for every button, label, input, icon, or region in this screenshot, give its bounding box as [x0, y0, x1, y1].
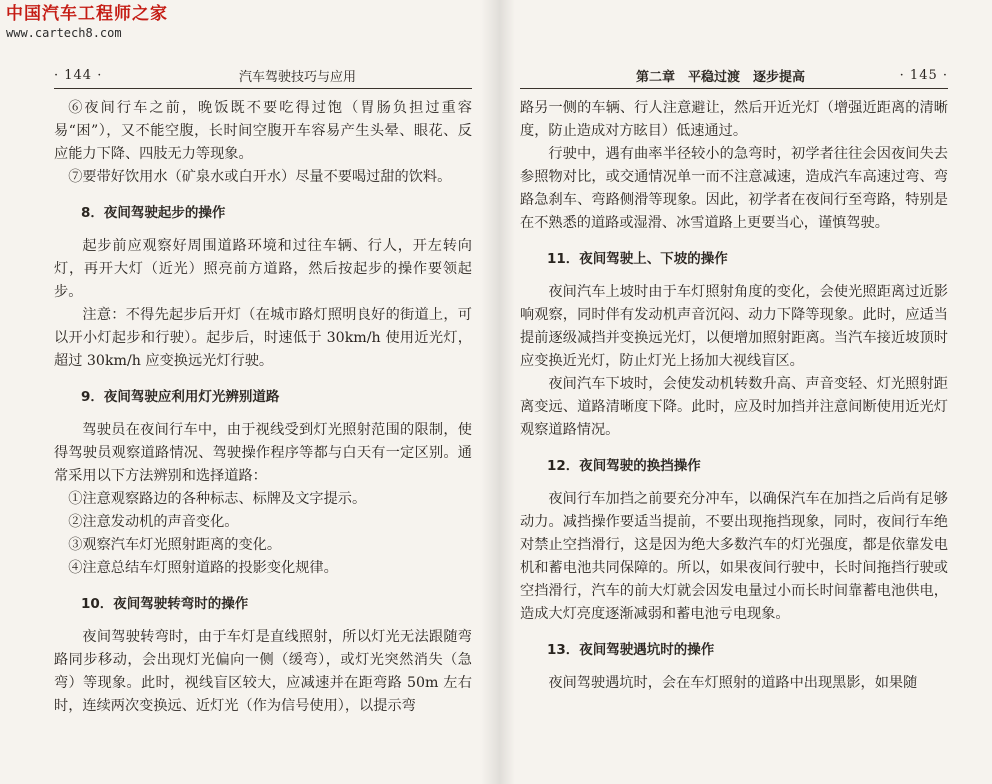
paragraph: 夜间驾驶转弯时，由于车灯是直线照射，所以灯光无法跟随弯路同步移动，会出现灯光偏向一侧（缓弯），或灯光突然消失（急弯）等现象。此时，视线盲区较大，应减速并在距弯路 50m 左右时，连续两次变换远、近灯光（作为信号使用），以提示弯	[54, 629, 472, 714]
section-heading-12: 12．夜间驾驶的换挡操作	[547, 458, 701, 474]
watermark-title: 中国汽车工程师之家	[6, 4, 168, 24]
right-running-title: 第二章 平稳过渡 逐步提高	[636, 69, 806, 85]
watermark-url: www.cartech8.com	[6, 26, 122, 40]
left-page-content	[54, 89, 472, 718]
list-item: ③观察汽车灯光照射距离的变化。	[68, 537, 282, 553]
left-page-header	[54, 62, 472, 89]
left-running-title: 汽车驾驶技巧与应用	[238, 69, 356, 85]
right-page-header	[520, 62, 948, 89]
right-page-number: · 145 ·	[899, 67, 948, 83]
paragraph: ⑦要带好饮用水（矿泉水或白开水）尽量不要喝过甜的饮料。	[68, 169, 452, 185]
paragraph: 起步前应观察好周围道路环境和过往车辆、行人，开左转向灯，再开大灯（近光）照亮前方道路，然后按起步的操作要领起步。	[54, 238, 472, 300]
list-item: ④注意总结车灯照射道路的投影变化规律。	[68, 560, 338, 576]
paragraph: 夜间汽车上坡时由于车灯照射角度的变化，会使光照距离过近影响观察，同时伴有发动机声音沉闷、动力下降等现象。此时，应适当提前逐级减挡并变换远光灯，以便增加照射距离。当汽车接近坡顶时应变换近光灯，防止灯光上扬加大视线盲区。	[520, 284, 948, 369]
paragraph: 夜间汽车下坡时，会使发动机转数升高、声音变轻、灯光照射距离变远、道路清晰度下降。此时，应及时加挡并注意间断使用近光灯观察道路情况。	[520, 376, 948, 438]
list-item: ②注意发动机的声音变化。	[68, 514, 239, 530]
paragraph: 注意：不得先起步后开灯（在城市路灯照明良好的街道上，可以开小灯起步和行驶）。起步后，时速低于 30km/h 使用近光灯，超过 30km/h 应变换远光灯行驶。	[54, 307, 472, 369]
paragraph: 夜间驾驶遇坑时，会在车灯照射的道路中出现黑影，如果随	[548, 675, 918, 691]
book-gutter	[481, 0, 515, 784]
paragraph: 行驶中，遇有曲率半径较小的急弯时，初学者往往会因夜间失去参照物对比，或交通情况单一而不注意减速，造成汽车高速过弯、弯路急刹车、弯路侧滑等现象。因此，初学者在夜间行至弯路，特别是在不熟悉的道路或湿滑、冰雪道路上更要当心，谨慎驾驶。	[520, 146, 948, 231]
paragraph: 夜间行车加挡之前要充分冲车，以确保汽车在加挡之后尚有足够动力。减挡操作要适当提前，不要出现拖挡现象，同时，夜间行车绝对禁止空挡滑行，这是因为绝大多数汽车的灯光强度，都是依靠发电机和蓄电池共同保障的。所以，如果夜间行驶中，长时间拖挡行驶或空挡滑行，汽车的前大灯就会因发电量过小而长时间靠蓄电池供电，造成大灯亮度逐渐减弱和蓄电池亏电现象。	[520, 491, 948, 622]
paragraph: ⑥夜间行车之前，晚饭既不要吃得过饱（胃肠负担过重容易“困”），又不能空腹，长时间空腹开车容易产生头晕、眼花、反应能力下降、四肢无力等现象。	[54, 100, 472, 162]
section-heading-13: 13．夜间驾驶遇坑时的操作	[547, 642, 715, 658]
section-heading-9: 9．夜间驾驶应利用灯光辨别道路	[81, 389, 280, 405]
right-page-content	[520, 89, 948, 695]
section-heading-10: 10．夜间驾驶转弯时的操作	[81, 596, 249, 612]
paragraph: 驾驶员在夜间行车中，由于视线受到灯光照射范围的限制，使得驾驶员观察道路情况、驾驶操作程序等都与白天有一定区别。通常采用以下方法辨别和选择道路：	[54, 422, 472, 484]
right-page	[520, 62, 948, 784]
paragraph: 路另一侧的车辆、行人注意避让，然后开近光灯（增强近距离的清晰度，防止造成对方眩目）低速通过。	[520, 100, 948, 139]
section-heading-11: 11．夜间驾驶上、下坡的操作	[547, 251, 728, 267]
section-heading-8: 8．夜间驾驶起步的操作	[81, 205, 226, 221]
list-item: ①注意观察路边的各种标志、标牌及文字提示。	[68, 491, 367, 507]
left-page-number: · 144 ·	[54, 67, 103, 83]
watermark	[6, 4, 168, 40]
left-page	[54, 62, 472, 784]
